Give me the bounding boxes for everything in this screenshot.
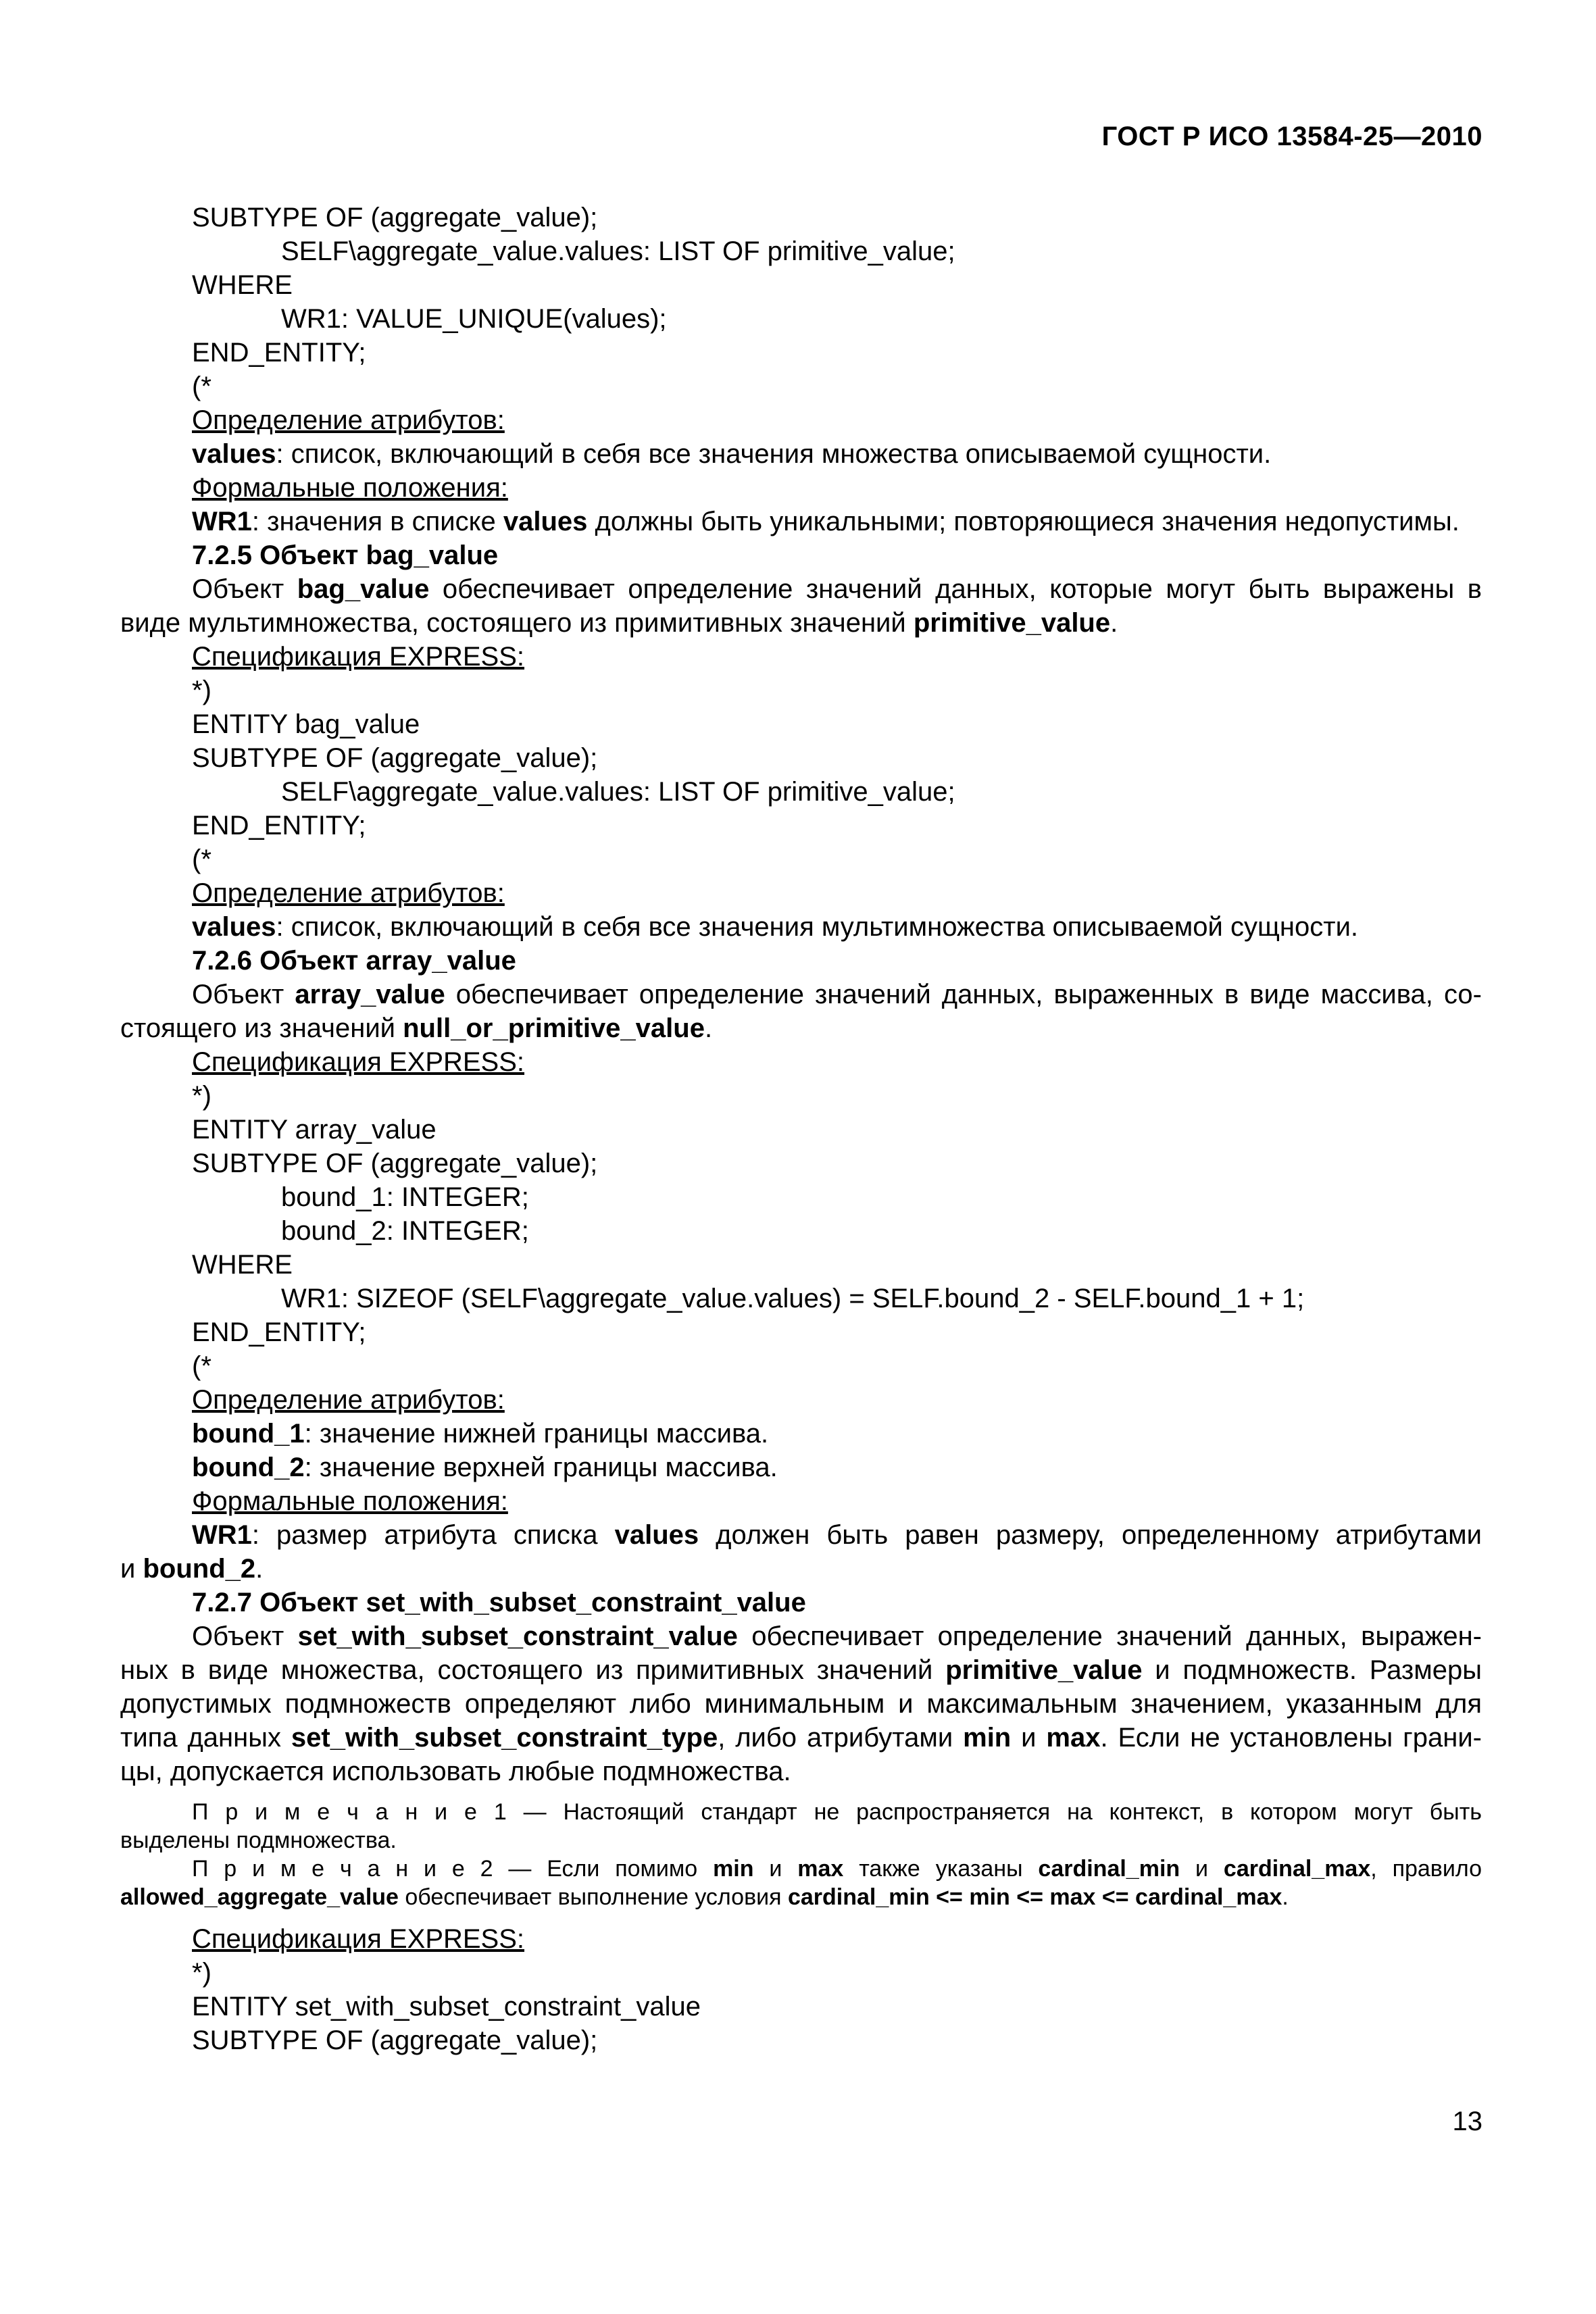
- text-line: П р и м е ч а н и е 1 — Настоящий стандарт не распространяется на контекст, в котором могут быть: [192, 1799, 1482, 1825]
- text-line: bound_2: значение верхней границы массива.: [192, 1453, 778, 1482]
- text-line: END_ENTITY;: [192, 338, 366, 368]
- text-line: bound_1: INTEGER;: [281, 1182, 529, 1212]
- text-line: Спецификация EXPRESS:: [192, 1047, 525, 1077]
- text-line: цы, допускается использовать любые подмножества.: [120, 1757, 791, 1786]
- text-line: и bound_2.: [120, 1554, 264, 1584]
- text-line: bound_1: значение нижней границы массива.: [192, 1419, 769, 1449]
- text-line: 7.2.7 Объект set_with_subset_constraint_value: [192, 1588, 806, 1617]
- text-line: *): [192, 1081, 211, 1111]
- text-line: Определение атрибутов:: [192, 405, 505, 435]
- text-line: Формальные положения:: [192, 473, 508, 503]
- text-line: WR1: значения в списке values должны быть уникальными; повторяющиеся значения недопустимы.: [192, 507, 1460, 536]
- text-line: (*: [192, 845, 211, 874]
- text-line: Спецификация EXPRESS:: [192, 1924, 525, 1954]
- text-line: Определение атрибутов:: [192, 878, 505, 908]
- text-line: ных в виде множества, состоящего из примитивных значений primitive_value и подмножеств. Размеры: [120, 1655, 1482, 1685]
- text-line: SUBTYPE OF (aggregate_value);: [192, 743, 598, 773]
- text-line: SELF\aggregate_value.values: LIST OF primitive_value;: [281, 236, 955, 266]
- text-line: ENTITY set_with_subset_constraint_value: [192, 1992, 701, 2021]
- document-header: ГОСТ Р ИСО 13584-25—2010: [1101, 122, 1482, 151]
- page-number: 13: [1452, 2107, 1482, 2136]
- text-line: типа данных set_with_subset_constraint_type, либо атрибутами min и max. Если не установлены грани-: [120, 1723, 1482, 1753]
- text-line: П р и м е ч а н и е 2 — Если помимо min и max также указаны cardinal_min и cardinal_max, правило: [192, 1856, 1482, 1882]
- text-line: стоящего из значений null_or_primitive_value.: [120, 1013, 713, 1043]
- text-line: Объект array_value обеспечивает определение значений данных, выраженных в виде массива, со-: [192, 980, 1482, 1009]
- text-line: *): [192, 676, 211, 705]
- text-line: *): [192, 1958, 211, 1988]
- text-line: Определение атрибутов:: [192, 1385, 505, 1415]
- text-line: Формальные положения:: [192, 1486, 508, 1516]
- text-line: виде мультимножества, состоящего из примитивных значений primitive_value.: [120, 608, 1118, 638]
- text-line: allowed_aggregate_value обеспечивает выполнение условия cardinal_min <= min <= max <= cardinal_max.: [120, 1884, 1289, 1910]
- text-line: END_ENTITY;: [192, 1317, 366, 1347]
- text-line: WHERE: [192, 270, 293, 300]
- text-line: Спецификация EXPRESS:: [192, 642, 525, 672]
- text-line: (*: [192, 372, 211, 401]
- text-line: выделены подмножества.: [120, 1828, 397, 1853]
- text-line: bound_2: INTEGER;: [281, 1216, 529, 1246]
- text-line: values: список, включающий в себя все значения мультимножества описываемой сущности.: [192, 912, 1359, 942]
- text-line: SELF\aggregate_value.values: LIST OF primitive_value;: [281, 777, 955, 807]
- text-line: Объект bag_value обеспечивает определение значений данных, которые могут быть выражены в: [192, 574, 1482, 604]
- text-line: WR1: размер атрибута списка values должен быть равен размеру, определенному атрибутами: [192, 1520, 1482, 1550]
- text-line: 7.2.5 Объект bag_value: [192, 540, 499, 570]
- text-line: WR1: VALUE_UNIQUE(values);: [281, 304, 667, 334]
- text-line: ENTITY array_value: [192, 1115, 437, 1145]
- text-line: Объект set_with_subset_constraint_value обеспечивает определение значений данных, выражен-: [192, 1621, 1482, 1651]
- text-line: WR1: SIZEOF (SELF\aggregate_value.values) = SELF.bound_2 - SELF.bound_1 + 1;: [281, 1284, 1305, 1313]
- text-line: SUBTYPE OF (aggregate_value);: [192, 1149, 598, 1178]
- text-line: SUBTYPE OF (aggregate_value);: [192, 203, 598, 232]
- document-body: [120, 201, 1482, 2057]
- text-line: values: список, включающий в себя все значения множества описываемой сущности.: [192, 439, 1272, 469]
- text-line: (*: [192, 1351, 211, 1381]
- text-line: допустимых подмножеств определяют либо минимальным и максимальным значением, указанным для: [120, 1689, 1482, 1719]
- text-line: SUBTYPE OF (aggregate_value);: [192, 2026, 598, 2055]
- text-line: WHERE: [192, 1250, 293, 1280]
- text-line: 7.2.6 Объект array_value: [192, 946, 516, 976]
- text-line: END_ENTITY;: [192, 811, 366, 840]
- text-line: ENTITY bag_value: [192, 709, 420, 739]
